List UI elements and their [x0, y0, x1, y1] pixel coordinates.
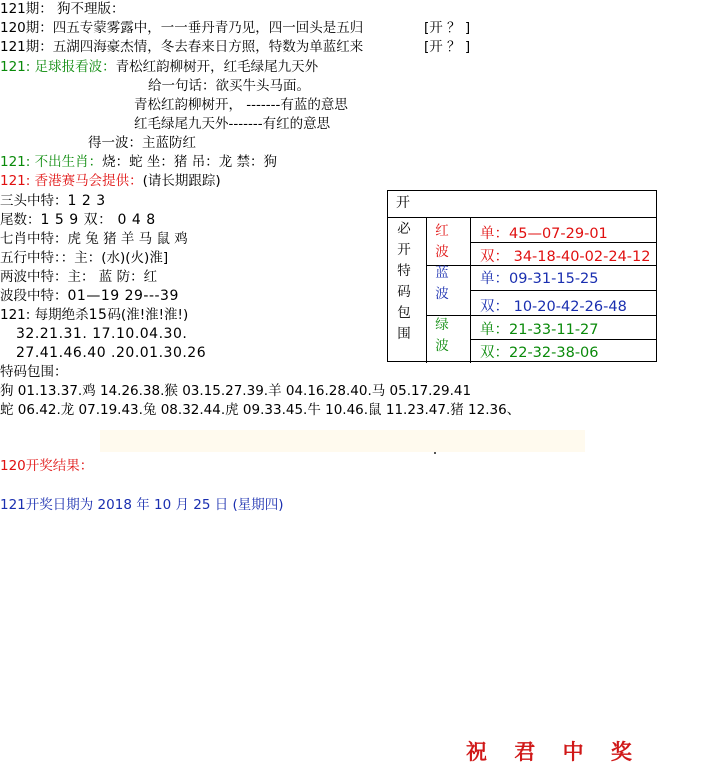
- stray-dot: [434, 452, 436, 454]
- panel-divider-left: [426, 217, 427, 363]
- blue-meaning-line: 青松红韵柳树开， -------有蓝的意思: [134, 97, 348, 113]
- must-kill-count: 15: [88, 307, 108, 323]
- row-value: 21-33-11-27: [509, 322, 599, 338]
- poem-120: [0, 19, 363, 37]
- green-double-row: [480, 341, 599, 362]
- vertical-char: 开: [397, 242, 411, 258]
- must-kill-numbers-2: 27.41.46.40 .20.01.30.26: [16, 345, 207, 361]
- blue-single-row: [480, 267, 599, 288]
- tail-label: 尾数：: [0, 212, 41, 228]
- special-title: 特码包围：: [0, 364, 68, 380]
- red-meaning-line: 红毛绿尾九天外-------有红的意思: [134, 116, 331, 132]
- football-text: 青松红韵柳树开，红毛绿尾九天外: [115, 59, 319, 75]
- must-kill-line: [0, 306, 188, 324]
- row-value: 22-32-38-06: [509, 345, 599, 361]
- green-wave-label: [434, 315, 450, 357]
- green-single-row: [480, 318, 599, 339]
- poem-120-tag: [开 ？ ]: [424, 20, 471, 36]
- row-value: 10-20-42-26-48: [509, 299, 627, 315]
- row-label: 双：: [480, 249, 509, 265]
- three-head-label: 三头中特：: [0, 193, 68, 209]
- blue-wave-char: 波: [435, 286, 449, 302]
- band-line: [0, 287, 179, 305]
- poem-121-text: 121期：五湖四海豪杰情，冬去春来日方照，特数为单蓝红来: [0, 39, 364, 55]
- zodiac-text: 烧：蛇 坐：猪 吊：龙 禁：狗: [102, 154, 277, 170]
- blessing-text: 祝 君 中 奖: [466, 739, 642, 764]
- panel-divider-top: [388, 217, 656, 218]
- row-value: 34-18-40-02-24-12: [509, 249, 651, 265]
- hk-prefix: 121:: [0, 173, 35, 189]
- five-elements-line: 五行中特：：主：(水)(火)淮]: [0, 250, 169, 266]
- vertical-char: 必: [397, 221, 411, 237]
- draw-date-121: 121开奖日期为 2018 年 10 月 25 日 (星期四): [0, 497, 284, 513]
- tail-value: 1 5 9 双： 0 4 8: [40, 212, 156, 228]
- special-row-2: 蛇 06.42.龙 07.19.43.兔 08.32.44.虎 09.33.45.牛 10.46.鼠 11.23.47.猪 12.36、: [0, 402, 521, 418]
- football-line: [0, 58, 318, 76]
- row-label: 双：: [480, 345, 509, 361]
- must-kill-numbers-1: 32.21.31. 17.10.04.30.: [16, 326, 188, 342]
- seven-zodiac-line: 七肖中特：虎 兔 猪 羊 马 鼠 鸡: [0, 231, 188, 247]
- vertical-char: 特: [397, 263, 411, 279]
- special-row-1: 狗 01.13.37.鸡 14.26.38.猴 03.15.27.39.羊 04.16.28.40.马 05.17.29.41: [0, 383, 472, 399]
- blue-wave-label: [434, 263, 450, 305]
- green-wave-char: 波: [435, 338, 449, 354]
- panel-row-line-5: [470, 339, 656, 340]
- green-wave-char: 绿: [435, 317, 449, 333]
- must-kill-label: 121: 每期绝杀: [0, 307, 89, 323]
- zodiac-line: [0, 153, 277, 171]
- three-head-line: [0, 192, 106, 210]
- row-label: 单：: [480, 322, 509, 338]
- red-wave-char: 红: [435, 223, 449, 239]
- special-code-panel: [387, 190, 657, 362]
- give-one-line: 给一句话：欲买牛头马面。: [148, 78, 310, 94]
- football-prefix: 121:: [0, 59, 35, 75]
- panel-left-vertical: [396, 219, 412, 345]
- row-label: 单：: [480, 271, 509, 287]
- must-kill-suffix: 码(淮!淮!淮!): [107, 307, 189, 323]
- highlight-band: [100, 430, 585, 452]
- vertical-char: 围: [397, 326, 411, 342]
- title-line: [0, 0, 125, 18]
- one-wave-line: 得一波：主蓝防红: [88, 135, 196, 151]
- row-label: 双：: [480, 299, 509, 315]
- zodiac-label: 不出生肖：: [34, 154, 103, 170]
- row-label: 单：: [480, 226, 509, 242]
- zodiac-prefix: 121:: [0, 154, 35, 170]
- red-wave-label: [434, 221, 450, 263]
- band-label: 波段中特：: [0, 288, 68, 304]
- tail-line: [0, 211, 156, 229]
- panel-row-line-3: [470, 290, 656, 291]
- result-120: 120开奖结果：: [0, 458, 94, 474]
- red-wave-char: 波: [435, 244, 449, 260]
- poem-121-tag: [开 ？ ]: [424, 39, 471, 55]
- title-text: 121期： 狗不理版：: [0, 1, 125, 17]
- row-value: 45—07-29-01: [509, 226, 608, 242]
- poem-121: [0, 38, 363, 56]
- red-double-row: [480, 245, 650, 266]
- vertical-char: 码: [397, 284, 411, 300]
- blue-double-row: [480, 295, 627, 316]
- red-single-row: [480, 222, 608, 243]
- row-value: 09-31-15-25: [509, 271, 599, 287]
- football-label: 足球报看波：: [34, 59, 116, 75]
- hk-label: 香港赛马会提供：: [34, 173, 143, 189]
- panel-header: 开: [396, 195, 410, 211]
- hk-text: (请长期跟踪): [142, 173, 221, 189]
- two-wave-line: 两波中特：主： 蓝 防：红: [0, 269, 158, 285]
- hk-line: [0, 172, 221, 190]
- blue-wave-char: 蓝: [435, 265, 449, 281]
- poem-120-text: 120期：四五专蒙雾露中，一一垂丹青乃见，四一回头是五归: [0, 20, 364, 36]
- three-head-value: 1 2 3: [67, 193, 106, 209]
- band-value: 01—19 29---39: [67, 288, 179, 304]
- vertical-char: 包: [397, 305, 411, 321]
